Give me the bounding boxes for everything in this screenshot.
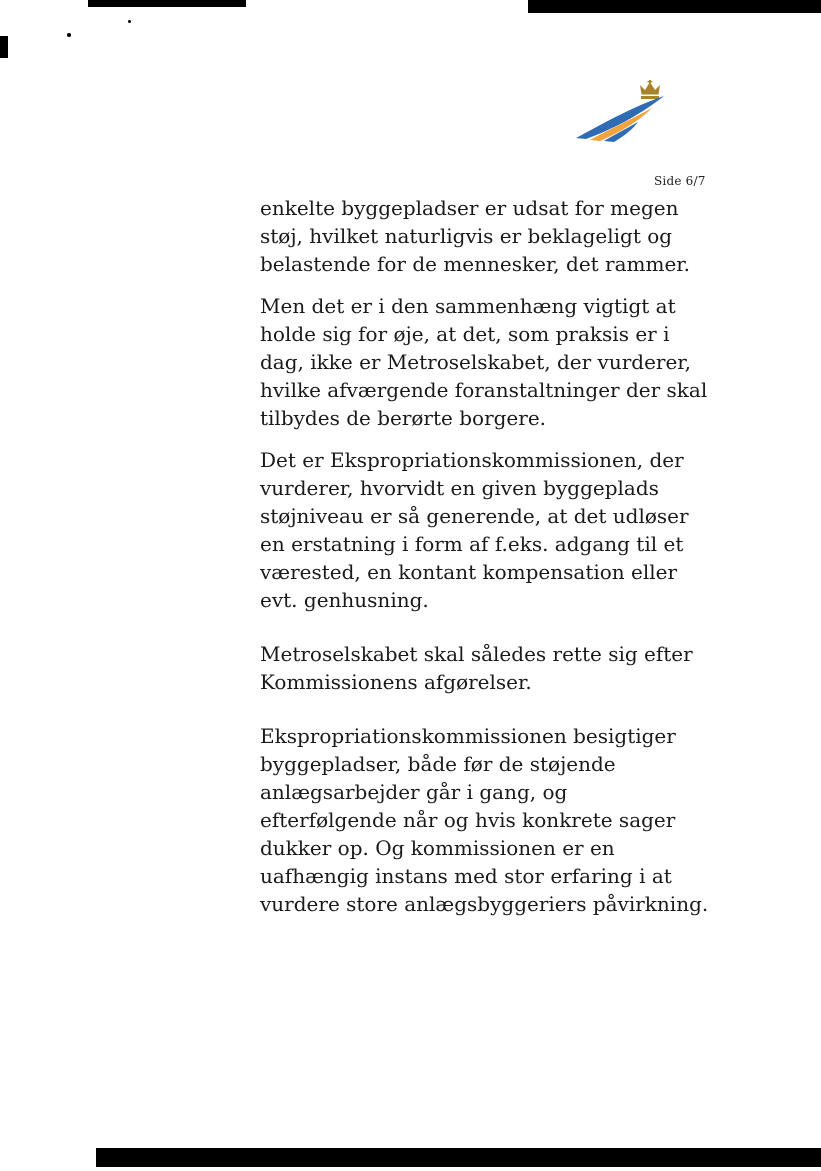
paragraph: enkelte byggepladser er udsat for megen støj, hvilket naturligvis er beklageligt og belastende for de mennesker, det rammer. (260, 196, 691, 276)
scan-artifact-top-left-bar (88, 0, 246, 7)
scan-artifact-speck (67, 33, 71, 37)
document-body (260, 194, 710, 932)
paragraph: Men det er i den sammenhæng vigtigt at holde sig for øje, at det, som praksis er i dag, ikke er Metroselskabet, der vurderer, hvilke afværgende foranstaltninger der skal tilbydes de berørte borgere. (260, 294, 708, 430)
scan-artifact-top-right-bar (528, 0, 821, 13)
page-number: Side 6/7 (654, 174, 706, 188)
logo-svg (572, 80, 670, 144)
scan-artifact-left-edge-mark (0, 36, 8, 58)
scan-artifact-bottom-bar (96, 1148, 821, 1167)
scan-artifact-speck (128, 20, 131, 23)
paragraph: Metroselskabet skal således rette sig efter Kommissionens afgørelser. (260, 642, 693, 694)
crown-shape (640, 80, 660, 99)
crown-swoosh-logo-icon (572, 80, 670, 144)
paragraph: Det er Ekspropriationskommissionen, der vurderer, hvorvidt en given byggeplads støjniveau er så generende, at det udløser en erstatning i form af f.eks. adgang til et værested, en kontant kompensation eller evt. genhusning. (260, 448, 689, 612)
paragraph: Ekspropriationskommissionen besigtiger byggepladser, både før de støjende anlægsarbejder går i gang, og efterfølgende når og hvis konkrete sager dukker op. Og kommissionen er en uafhængig instans med stor erfaring i at vurdere store anlægsbyggeriers påvirkning. (260, 724, 709, 916)
